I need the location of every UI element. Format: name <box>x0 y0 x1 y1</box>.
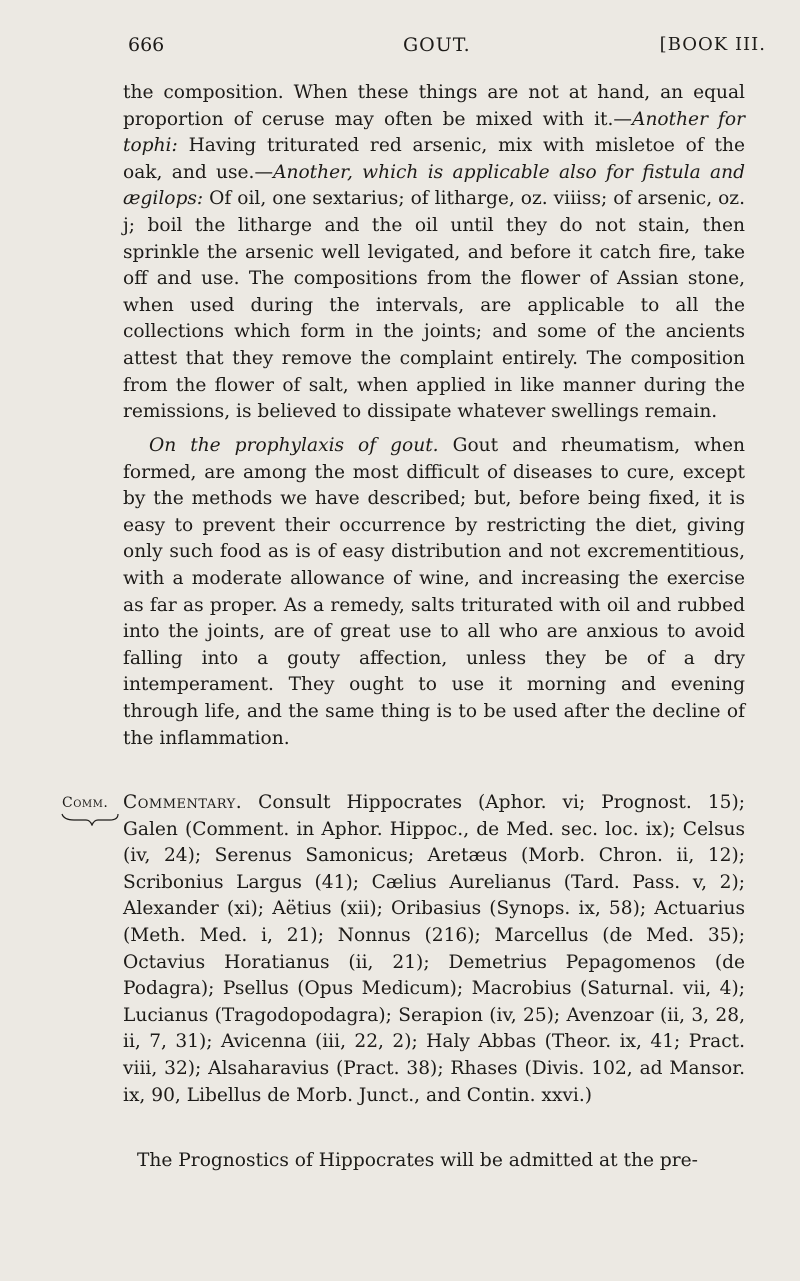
paragraph-prognostics <box>123 1148 745 1175</box>
margin-brace-icon <box>60 812 120 826</box>
book-indicator: [BOOK III. <box>659 34 766 55</box>
paragraph-commentary <box>123 790 745 1109</box>
prognostics-text: The Prognostics of Hippocrates will be admitted at the pre- <box>137 1150 698 1171</box>
margin-label-comm: Comm. <box>62 795 109 811</box>
paragraph1-heading-tophi: Another for tophi: <box>123 108 746 157</box>
commentary-heading: Commentary. <box>123 792 243 813</box>
running-header <box>128 34 766 64</box>
paragraph1-text-3: Of oil, one sextarius; of litharge, oz. viiiss; of arsenic, oz. j; boil the litharge and the oil until they do not stain, then sprinkle the arsenic well levigated, and before it catch fire, take off and use. The compositions from the flower of Assian stone, when used during the intervals, are applicable to all the collections which form in the joints; and some of the ancients attest that they remove the complaint entirely. The composition from the flower of salt, when applied in like manner during the remissions, is believed to dissipate whatever swellings remain. <box>123 188 745 423</box>
paragraph1-text-1: the composition. When these things are not at hand, an equal proportion of ceruse may often be mixed with it.— <box>123 82 745 130</box>
paragraph-prophylaxis <box>123 433 745 752</box>
page-number: 666 <box>128 34 165 56</box>
prophylaxis-heading: On the prophylaxis of gout. <box>149 435 439 456</box>
paragraph-composition <box>123 80 745 426</box>
prophylaxis-text: Gout and rheumatism, when formed, are among the most difficult of diseases to cure, except by the methods we have described; but, before being fixed, it is easy to prevent their occurrence by restricting the diet, giving only such food as is of easy distribution and not excrementitious, with a moderate allowance of wine, and increasing the exercise as far as proper. As a remedy, salts triturated with oil and rubbed into the joints, are of great use to all who are anxious to avoid falling into a gouty affection, unless they be of a dry intemperament. They ought to use it morning and evening through life, and the same thing is to be used after the decline of the inflammation. <box>123 435 745 749</box>
paragraph1-heading-fistula: Another, which is applicable also for fistula and ægilops: <box>123 161 745 210</box>
running-title: GOUT. <box>403 34 471 56</box>
commentary-text: Consult Hippocrates (Aphor. vi; Prognost. 15); Galen (Comment. in Aphor. Hippoc., de Med. sec. loc. ix); Celsus (iv, 24); Serenus Samonicus; Aretæus (Morb. Chron. ii, 12); Scribonius Largus (41); Cælius Aurelianus (Tard. Pass. v, 2); Alexander (xi); Aëtius (xii); Oribasius (Synops. ix, 58); Actuarius (Meth. Med. i, 21); Nonnus (216); Marcellus (de Med. 35); Octavius Horatianus (ii, 21); Demetrius Pepagomenos (de Podagra); Psellus (Opus Medicum); Macrobius (Saturnal. vii, 4); Lucianus (Tragodopodagra); Serapion (iv, 25); Avenzoar (ii, 3, 28, ii, 7, 31); Avicenna (iii, 22, 2); Haly Abbas (Theor. ix, 41; Pract. viii, 32); Alsaharavius (Pract. 38); Rhases (Divis. 102, ad Mansor. ix, 90, Libellus de Morb. Junct., and Contin. xxvi.) <box>123 792 745 1106</box>
paragraph1-text-2: Having triturated red arsenic, mix with misletoe of the oak, and use.— <box>123 135 745 183</box>
